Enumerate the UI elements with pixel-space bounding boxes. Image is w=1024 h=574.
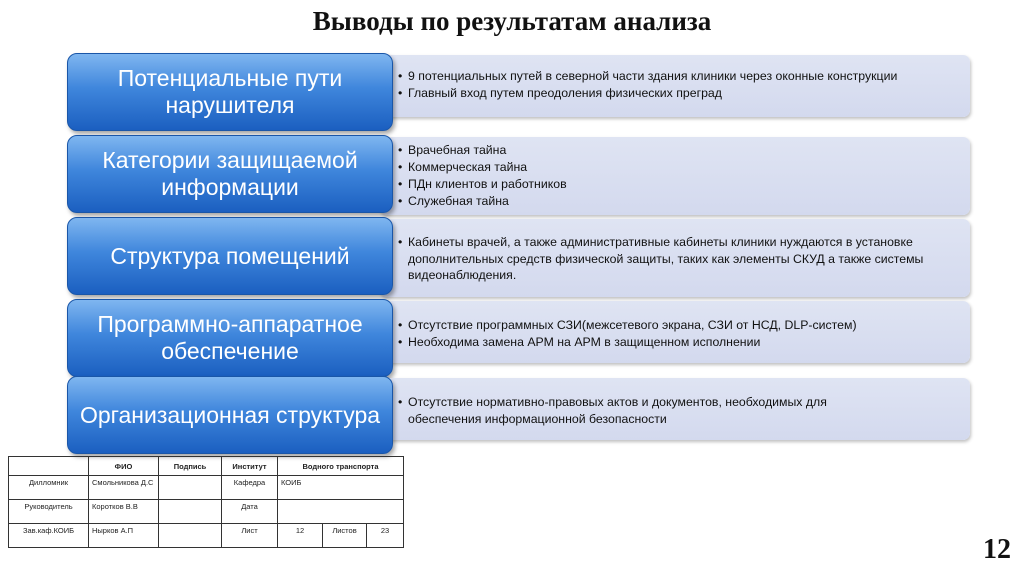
- title-block-stamp: [8, 456, 404, 548]
- bullet-item: • ПДн клиентов и работников: [398, 176, 968, 193]
- stamp-key: Лист: [222, 524, 278, 548]
- bullet-item: • Коммерческая тайна: [398, 159, 968, 176]
- stamp-header-institute: Институт: [222, 457, 278, 476]
- stamp-signature: [159, 476, 222, 500]
- stamp-header-signature: Подпись: [159, 457, 222, 476]
- stamp-header-org: Водного транспорта: [278, 457, 404, 476]
- stamp-sheet-number: 12: [278, 524, 323, 548]
- conclusion-row: [0, 55, 1024, 137]
- slide-title: Выводы по результатам анализа: [312, 6, 712, 36]
- conclusion-row: [0, 301, 1024, 383]
- bullet-item: • Кабинеты врачей, а также административные кабинеты клиники нуждаются в установке дополнительных средств физической защиты, таких как элементы СКУД а также системы видеонаблюдения.: [398, 234, 966, 284]
- page-number: 12: [983, 534, 1011, 565]
- bullet-item: • Служебная тайна: [398, 193, 968, 210]
- stamp-value: [278, 500, 404, 524]
- bullet-list: [398, 317, 968, 351]
- conclusion-row: [0, 219, 1024, 301]
- stamp-cell: [9, 457, 89, 476]
- stamp-sheets-total: 23: [367, 524, 404, 548]
- row-label: Категории защищаемой информации: [67, 135, 393, 213]
- stamp-signature: [159, 524, 222, 548]
- stamp-name: Нырков А.П: [89, 524, 159, 548]
- stamp-role: Зав.каф.КОИБ: [9, 524, 89, 548]
- stamp-signature: [159, 500, 222, 524]
- bullet-list: [398, 142, 968, 210]
- stamp-header-fio: ФИО: [89, 457, 159, 476]
- conclusion-row: [0, 137, 1024, 219]
- stamp-name: Коротков В.В: [89, 500, 159, 524]
- bullet-item: • Главный вход путем преодоления физических преград: [398, 85, 968, 102]
- stamp-sheets-label: Листов: [323, 524, 367, 548]
- stamp-role: Руководитель: [9, 500, 89, 524]
- bullet-list: [398, 394, 898, 427]
- bullet-item: • Отсутствие нормативно-правовых актов и документов, необходимых для обеспечения информационной безопасности: [398, 394, 898, 427]
- row-label: Организационная структура: [67, 376, 393, 454]
- bullet-list: [398, 68, 968, 101]
- conclusion-row: [0, 378, 1024, 460]
- bullet-item: • Отсутствие программных СЗИ(межсетевого экрана, СЗИ от НСД, DLP-систем): [398, 317, 968, 334]
- bullet-item: • Необходима замена АРМ на АРМ в защищенном исполнении: [398, 334, 968, 351]
- stamp-key: Кафедра: [222, 476, 278, 500]
- bullet-item: • Врачебная тайна: [398, 142, 968, 159]
- bullet-item: • 9 потенциальных путей в северной части здания клиники через оконные конструкции: [398, 68, 968, 85]
- stamp-name: Смольникова Д.С: [89, 476, 159, 500]
- stamp-key: Дата: [222, 500, 278, 524]
- row-label: Потенциальные пути нарушителя: [67, 53, 393, 131]
- bullet-list: [398, 234, 966, 284]
- stamp-value: КОИБ: [278, 476, 404, 500]
- row-label: Программно-аппаратное обеспечение: [67, 299, 393, 377]
- stamp-role: Дилломник: [9, 476, 89, 500]
- row-label: Структура помещений: [67, 217, 393, 295]
